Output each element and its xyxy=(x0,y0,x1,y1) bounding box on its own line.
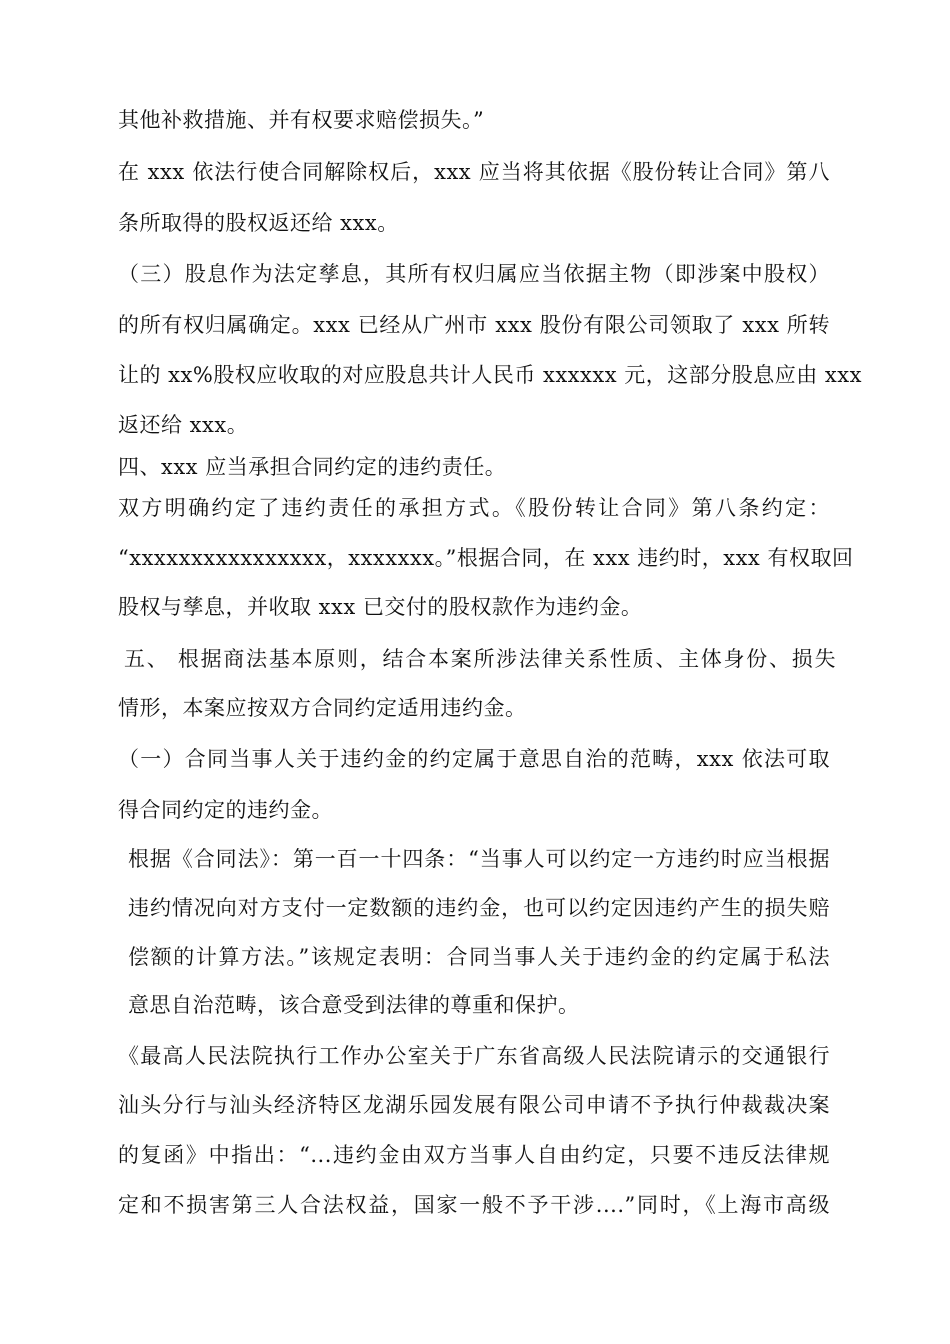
section-heading: 五、 根据商法基本原则，结合本案所涉法律关系性质、主体身份、损失 xyxy=(124,647,836,671)
text-line: 汕头分行与汕头经济特区龙湖乐园发展有限公司申请不予执行仲裁裁决案 xyxy=(118,1093,830,1117)
text-line: 返还给 xxx。 xyxy=(118,413,249,437)
text-line: 在 xxx 依法行使合同解除权后，xxx 应当将其依据《股份转让合同》第八 xyxy=(118,160,830,184)
text-line: 的复函》中指出：“...违约金由双方当事人自由约定，只要不违反法律规 xyxy=(118,1143,830,1167)
text-line: 条所取得的股权返还给 xxx。 xyxy=(118,211,399,235)
text-line: 让的 xx%股权应收取的对应股息共计人民币 xxxxxx 元，这部分股息应由 xxx xyxy=(118,363,862,387)
text-line: 情形，本案应按双方合同约定适用违约金。 xyxy=(118,696,527,720)
quote-line: 意思自治范畴，该合意受到法律的尊重和保护。 xyxy=(128,993,580,1017)
quote-line: 根据《合同法》：第一百一十四条：“当事人可以约定一方违约时应当根据 xyxy=(128,847,830,871)
quote-line: 偿额的计算方法。”该规定表明：合同当事人关于违约金的约定属于私法 xyxy=(128,945,830,969)
text-line: “xxxxxxxxxxxxxxxx，xxxxxxx。”根据合同，在 xxx 违约时，xxx 有权取回 xyxy=(118,546,854,570)
text-line: 的所有权归属确定。xxx 已经从广州市 xxx 股份有限公司领取了 xxx 所转 xyxy=(118,313,830,337)
text-line: 其他补救措施、并有权要求赔偿损失。” xyxy=(118,108,485,132)
text-line: 《最高人民法院执行工作办公室关于广东省高级人民法院请示的交通银行 xyxy=(118,1044,830,1068)
text-line: 定和不损害第三人合法权益，国家一般不予干涉....”同时，《上海市高级 xyxy=(118,1193,830,1217)
text-line: 股权与孳息，并收取 xxx 已交付的股权款作为违约金。 xyxy=(118,595,643,619)
text-line: （一）合同当事人关于违约金的约定属于意思自治的范畴，xxx 依法可取 xyxy=(118,747,830,771)
text-line: 双方明确约定了违约责任的承担方式。《股份转让合同》第八条约定： xyxy=(118,496,830,520)
text-line: （三）股息作为法定孳息，其所有权归属应当依据主物（即涉案中股权） xyxy=(118,262,830,286)
quote-line: 违约情况向对方支付一定数额的违约金，也可以约定因违约产生的损失赔 xyxy=(128,896,830,920)
section-heading: 四、xxx 应当承担合同约定的违约责任。 xyxy=(118,455,507,479)
text-line: 得合同约定的违约金。 xyxy=(118,798,333,822)
